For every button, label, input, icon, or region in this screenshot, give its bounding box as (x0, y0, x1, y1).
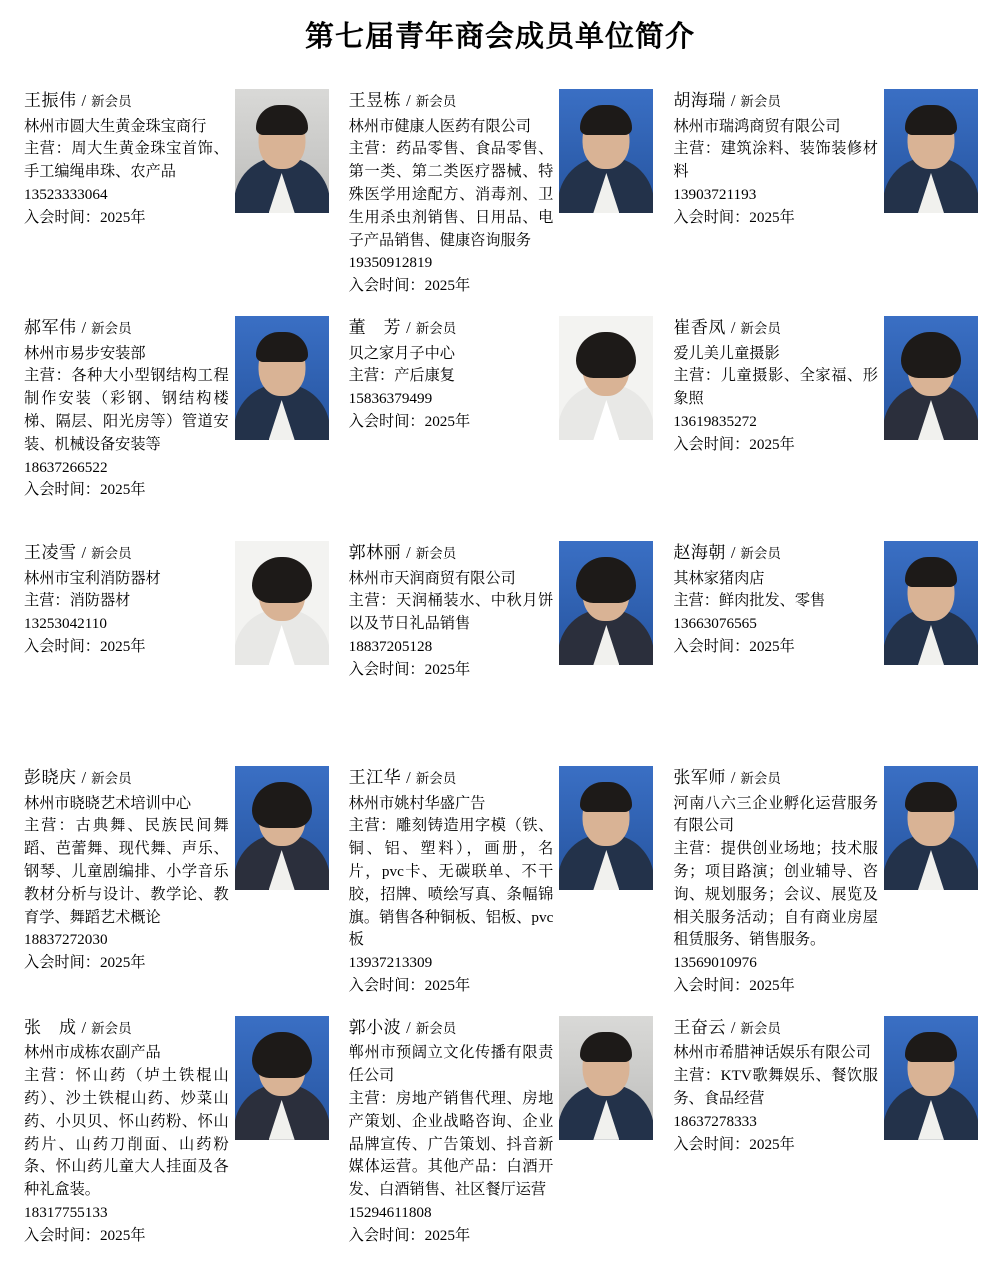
member-company: 林州市成栋农副产品 (24, 1044, 161, 1062)
member-business: 主营：古典舞、民族民间舞蹈、芭蕾舞、现代舞、声乐、钢琴、儿童剧编排、小学音乐教材分析与设计、教学论、教育学、舞蹈艺术概论 (24, 817, 229, 926)
member-portrait (884, 1016, 978, 1140)
member-info (24, 541, 235, 659)
member-business: 主营：周大生黄金珠宝首饰、手工编绳串珠、农产品 (24, 140, 229, 181)
status-badge: 新会员 (415, 321, 457, 337)
member-company: 林州市希腊神话娱乐有限公司 (673, 1044, 871, 1062)
name-badge-separator: / (730, 318, 736, 338)
member-name-line (349, 766, 554, 791)
member-joined-date: 入会时间：2025年 (348, 660, 471, 678)
name-badge-separator: / (406, 1017, 411, 1037)
member-joined-date: 入会时间：2025年 (24, 208, 146, 226)
member-name: 胡海瑞 (673, 91, 726, 110)
name-badge-separator: / (730, 91, 736, 110)
status-badge: 新会员 (91, 1020, 132, 1036)
member-business: 主营：怀山药（垆土铁棍山药）、沙土铁棍山药、炒菜山药、小贝贝、怀山药粉、怀山药片、山药刀削面、山药粉条、怀山药儿童大人挂面及各种礼盒装。 (24, 1067, 229, 1199)
member-name: 王凌雪 (24, 543, 77, 563)
member-phone: 18637266522 (24, 458, 108, 476)
member-name-line (24, 316, 229, 341)
member-joined-date: 入会时间：2025年 (673, 435, 795, 453)
member-joined-date: 入会时间：2025年 (24, 481, 146, 499)
name-badge-separator: / (730, 1017, 736, 1037)
name-badge-separator: / (406, 91, 411, 110)
status-badge: 新会员 (415, 771, 457, 787)
status-badge: 新会员 (415, 546, 457, 562)
member-phone: 19350912819 (348, 254, 433, 272)
member-portrait (884, 541, 978, 665)
member-company: 林州市晓晓艺术培训中心 (24, 794, 192, 812)
member-business: 主营：天润桶装水、中秋月饼以及节日礼品销售 (348, 592, 554, 633)
member-info (349, 541, 560, 682)
member-portrait (235, 766, 329, 890)
member-name: 赵海朝 (673, 543, 726, 563)
member-portrait (559, 89, 653, 213)
status-badge: 新会员 (740, 321, 781, 337)
member-card (343, 308, 658, 533)
member-portrait (235, 316, 329, 440)
name-badge-separator: / (81, 1017, 87, 1037)
status-badge: 新会员 (740, 1020, 781, 1036)
member-name-line (673, 541, 878, 566)
member-card (18, 533, 333, 758)
member-card (18, 1008, 333, 1258)
member-company: 林州市易步安装部 (24, 344, 146, 362)
member-company: 其林家猪肉店 (673, 569, 765, 587)
member-phone: 13903721193 (673, 186, 757, 204)
member-name-line (349, 541, 554, 566)
member-name: 张军师 (673, 768, 726, 788)
name-badge-separator: / (406, 318, 411, 338)
member-company: 郸州市预阔立文化传播有限责任公司 (348, 1044, 554, 1085)
member-business: 主营：提供创业场地；技术服务；项目路演；创业辅导、咨询、规划服务；会议、展览及相关服务活动；自有商业房屋租赁服务、销售服务。 (673, 840, 878, 949)
name-badge-separator: / (81, 768, 87, 788)
member-joined-date: 入会时间：2025年 (673, 638, 795, 656)
name-badge-separator: / (81, 318, 87, 338)
member-info (349, 766, 560, 998)
member-info (349, 316, 560, 434)
member-company: 河南八六三企业孵化运营服务有限公司 (673, 794, 878, 835)
member-name-line (24, 1016, 229, 1041)
member-company: 贝之家月子中心 (348, 344, 455, 362)
member-info (349, 1016, 560, 1248)
member-name: 彭晓庆 (24, 768, 77, 788)
member-name: 郭小波 (348, 1017, 402, 1037)
name-badge-separator: / (81, 543, 87, 563)
member-phone: 13663076565 (673, 615, 757, 633)
member-portrait (559, 766, 653, 890)
member-name-line (24, 89, 229, 114)
member-name: 王振伟 (24, 91, 77, 110)
member-info (673, 541, 884, 659)
member-portrait (235, 541, 329, 665)
member-business: 主营：各种大小型钢结构工程制作安装（彩钢、钢结构楼梯、隔层、阳光房等）管道安装、机械设备安装等 (24, 367, 229, 453)
member-card (18, 308, 333, 533)
member-phone: 13569010976 (673, 954, 757, 972)
member-name-line (673, 1016, 878, 1041)
member-joined-date: 入会时间：2025年 (348, 277, 471, 295)
member-name-line (349, 316, 554, 341)
member-business: 主营：建筑涂料、装饰装修材料 (673, 140, 878, 181)
portrait-hair (576, 557, 636, 603)
member-joined-date: 入会时间：2025年 (673, 208, 795, 226)
member-company: 林州市瑞鸿商贸有限公司 (673, 117, 841, 135)
member-info (673, 316, 884, 457)
member-joined-date: 入会时间：2025年 (348, 977, 471, 995)
member-card (18, 758, 333, 1008)
member-card (18, 81, 333, 308)
member-info (24, 316, 235, 502)
member-name-line (24, 766, 229, 791)
member-business: 主营：KTV歌舞娱乐、餐饮服务、食品经营 (673, 1067, 878, 1108)
member-phone: 18837272030 (24, 931, 108, 949)
status-badge: 新会员 (740, 94, 781, 109)
status-badge: 新会员 (415, 1020, 457, 1036)
member-phone: 15836379499 (348, 390, 433, 408)
member-name: 郭林丽 (348, 543, 402, 563)
status-badge: 新会员 (91, 771, 132, 787)
member-card (667, 308, 982, 533)
member-name: 张 成 (24, 1017, 77, 1037)
member-portrait (884, 89, 978, 213)
member-info (673, 766, 884, 998)
member-portrait (559, 541, 653, 665)
portrait-hair (901, 332, 961, 378)
member-name-line (673, 766, 878, 791)
portrait-hair (252, 782, 312, 828)
member-phone: 18837205128 (348, 638, 433, 656)
member-joined-date: 入会时间：2025年 (673, 977, 795, 995)
member-name-line (673, 89, 878, 114)
member-portrait (559, 1016, 653, 1140)
member-company: 爱儿美儿童摄影 (673, 344, 780, 362)
member-card (667, 81, 982, 308)
member-info (24, 1016, 235, 1248)
member-phone: 13619835272 (673, 413, 757, 431)
member-info (673, 1016, 884, 1157)
member-company: 林州市健康人医药有限公司 (348, 117, 531, 135)
member-phone: 18317755133 (24, 1204, 108, 1222)
member-joined-date: 入会时间：2025年 (24, 1226, 146, 1244)
member-card (343, 758, 658, 1008)
status-badge: 新会员 (91, 94, 132, 109)
member-name: 王奋云 (673, 1017, 726, 1037)
member-joined-date: 入会时间：2025年 (673, 1135, 795, 1153)
member-portrait (559, 316, 653, 440)
member-phone: 18637278333 (673, 1112, 757, 1130)
member-info (24, 89, 235, 230)
status-badge: 新会员 (91, 321, 132, 337)
member-name: 郝军伟 (24, 318, 77, 338)
member-name: 崔香凤 (673, 318, 726, 338)
member-info (24, 766, 235, 975)
member-phone: 13253042110 (24, 615, 107, 633)
member-company: 林州市宝利消防器材 (24, 569, 161, 587)
member-joined-date: 入会时间：2025年 (24, 954, 146, 972)
member-card (667, 1008, 982, 1258)
member-name-line (349, 1016, 554, 1041)
name-badge-separator: / (406, 768, 411, 788)
member-phone: 13937213309 (348, 954, 433, 972)
member-portrait (235, 89, 329, 213)
member-portrait (884, 766, 978, 890)
member-name: 董 芳 (348, 318, 402, 338)
member-info (349, 89, 560, 298)
portrait-hair (252, 557, 312, 603)
member-business: 主营：药品零售、食品零售、第一类、第二类医疗器械、特殊医学用途配方、消毒剂、卫生用杀虫剂销售、日用品、电子产品销售、健康咨询服务 (348, 140, 554, 249)
member-business: 主营：儿童摄影、全家福、形象照 (673, 367, 878, 408)
member-name: 王昱栋 (348, 91, 402, 110)
status-badge: 新会员 (740, 546, 781, 562)
member-name-line (24, 541, 229, 566)
status-badge: 新会员 (740, 771, 781, 787)
member-company: 林州市圆大生黄金珠宝商行 (24, 117, 207, 135)
member-card (343, 533, 658, 758)
member-joined-date: 入会时间：2025年 (348, 1226, 471, 1244)
name-badge-separator: / (730, 768, 736, 788)
name-badge-separator: / (730, 543, 736, 563)
member-info (673, 89, 884, 230)
member-phone: 13523333064 (24, 186, 108, 204)
page-title: 第七届青年商会成员单位简介 (304, 21, 695, 53)
member-card (343, 81, 658, 308)
portrait-hair (576, 332, 636, 378)
member-phone: 15294611808 (348, 1204, 432, 1222)
member-card (667, 758, 982, 1008)
member-directory-page (0, 14, 1000, 1258)
member-name-line (349, 89, 554, 114)
member-name-line (673, 316, 878, 341)
member-card (667, 533, 982, 758)
portrait-hair (252, 1032, 312, 1078)
member-company: 林州市姚村华盛广告 (348, 794, 486, 812)
member-name: 王江华 (348, 768, 402, 788)
member-company: 林州市天润商贸有限公司 (348, 569, 516, 587)
member-portrait (884, 316, 978, 440)
member-business: 主营：鲜肉批发、零售 (673, 592, 826, 610)
name-badge-separator: / (81, 91, 87, 110)
member-grid (18, 81, 982, 1258)
member-joined-date: 入会时间：2025年 (24, 638, 146, 656)
member-portrait (235, 1016, 329, 1140)
status-badge: 新会员 (415, 94, 457, 109)
member-business: 主营：房地产销售代理、房地产策划、企业战略咨询、企业品牌宣传、广告策划、抖音新媒体运营。其他产品：白酒开发、白酒销售、社区餐厅运营 (348, 1090, 554, 1199)
status-badge: 新会员 (91, 546, 132, 562)
member-business: 主营：产后康复 (348, 367, 455, 385)
member-card (343, 1008, 658, 1258)
name-badge-separator: / (406, 543, 411, 563)
member-joined-date: 入会时间：2025年 (348, 413, 471, 431)
member-business: 主营：雕刻铸造用字模（铁、铜、铝、塑料），画册，名片，pvc卡、无碳联单、不干胶，招牌、喷绘写真、条幅锦旗。销售各种铜板、铝板、pvc板 (348, 817, 554, 949)
member-business: 主营：消防器材 (24, 592, 131, 610)
